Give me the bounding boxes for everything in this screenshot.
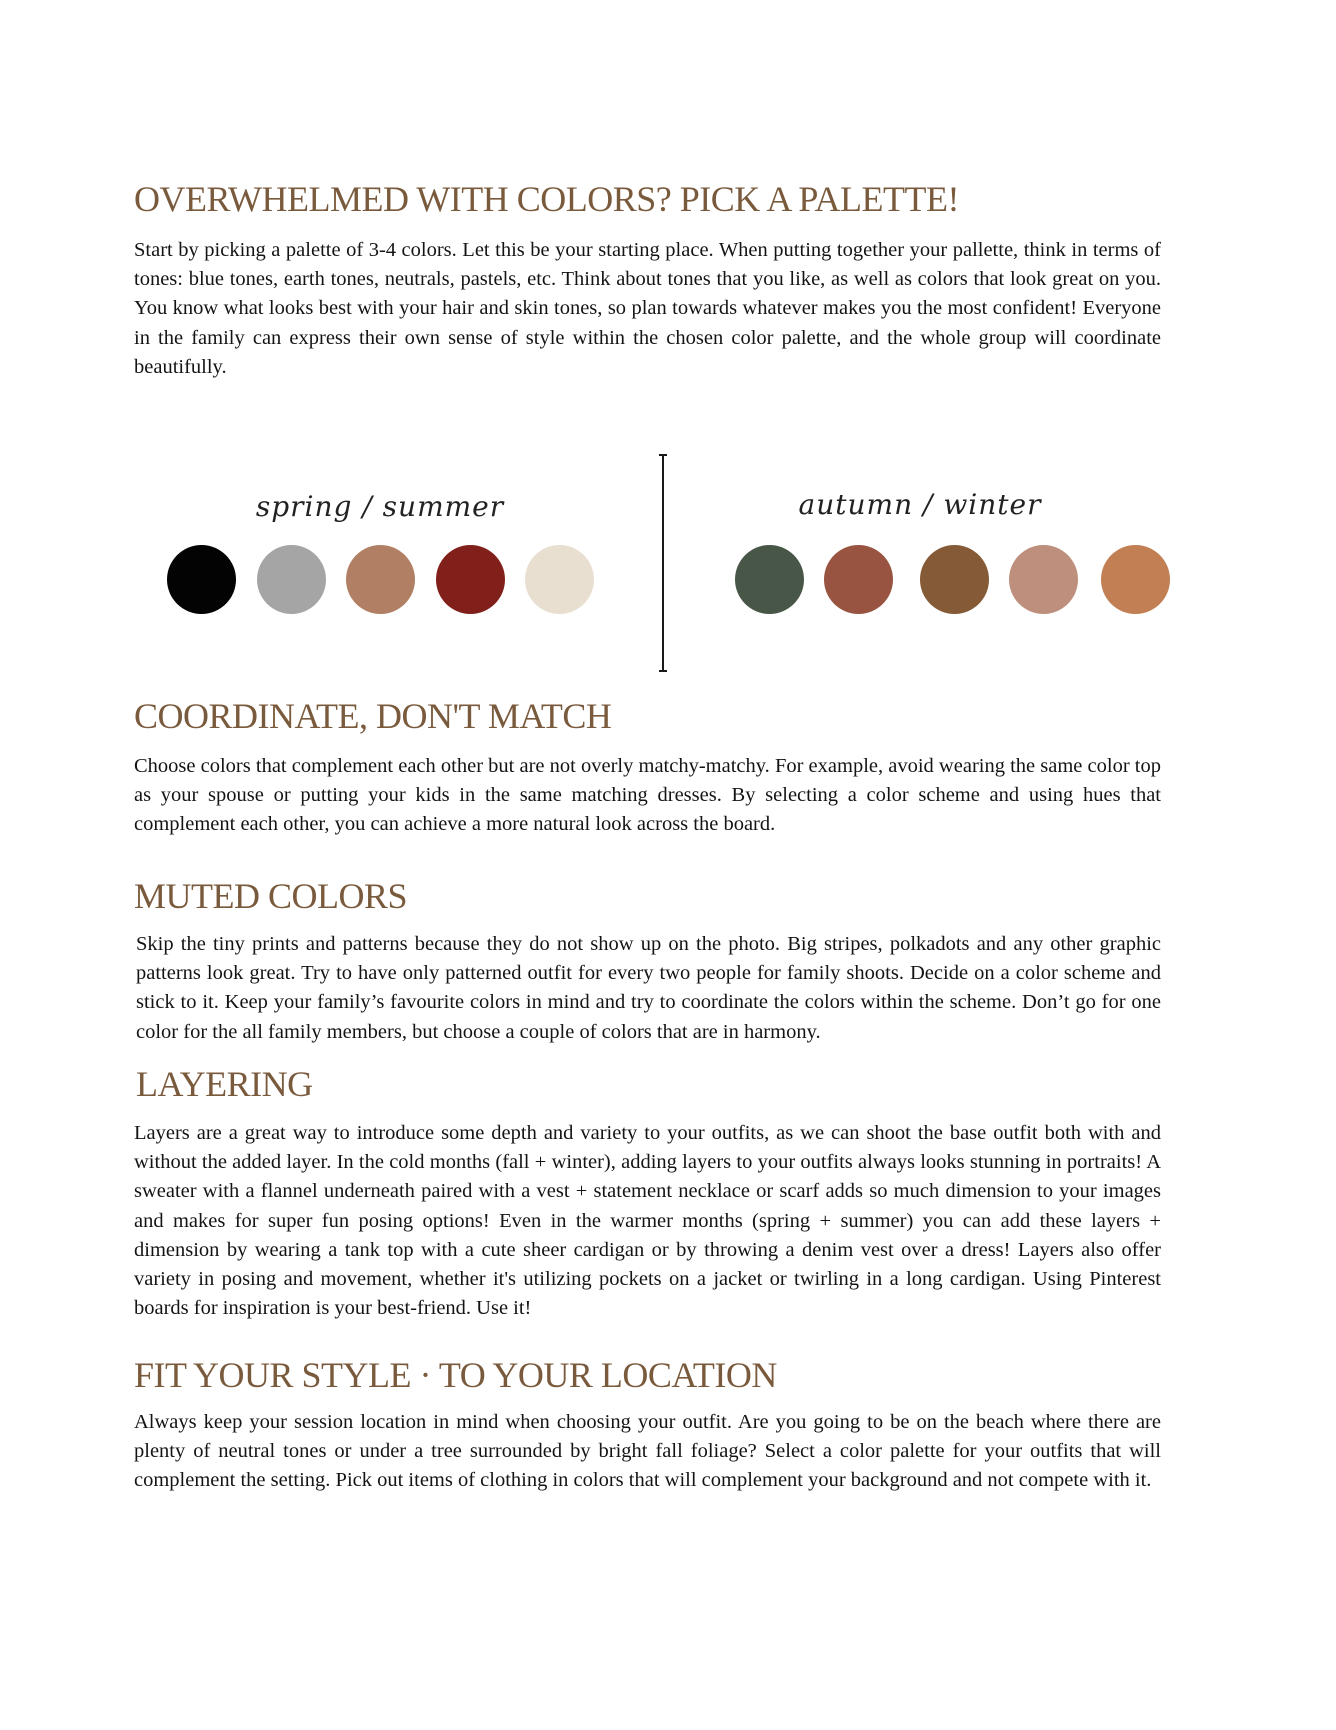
color-swatch [257, 545, 326, 614]
color-swatch [167, 545, 236, 614]
section-body-location: Always keep your session location in mind when choosing your outfit. Are you going to be on the beach where there are plenty of neutral tones or under a tree surrounded by bright fall foliage? Select a color palette for your outfits that will complement the setting. Pick out items of clothing in colors that will complement your background and not compete with it. [134, 1411, 1161, 1492]
section-body-layering: Layers are a great way to introduce some depth and variety to your outfits, as we can shoot the base outfit both with and without the added layer. In the cold months (fall + winter), adding layers to your outfits always looks stunning in portraits! A sweater with a flannel underneath paired with a vest + statement necklace or scarf adds so much dimension to your images and makes for super fun posing options! Even in the warmer months (spring + summer) you can add these layers + dimension by wearing a tank top with a cute sheer cardigan or by throwing a denim vest over a dress! Layers also offer variety in posing and movement, whether it's utilizing pockets on a jacket or twirling in a long cardigan. Using Pinterest boards for inspiration is your best-friend. Use it! [134, 1122, 1161, 1320]
palette-divider [662, 454, 664, 672]
color-swatch [735, 545, 804, 614]
section-body-muted-colors: Skip the tiny prints and patterns because they do not show up on the photo. Big stripes, polkadots and any other graphic patterns look great. Try to have only patterned outfit for every two people for family shoots. Decide on a color scheme and stick to it. Keep your family’s favourite colors in mind and try to coordinate the colors within the scheme. Don’t go for one color for the all family members, but choose a couple of colors that are in harmony. [136, 933, 1161, 1043]
color-swatch [920, 545, 989, 614]
color-swatch [436, 545, 505, 614]
color-swatch [346, 545, 415, 614]
color-swatch [824, 545, 893, 614]
section-body-coordinate: Choose colors that complement each other but are not overly matchy-matchy. For example, avoid wearing the same color top as your spouse or putting your kids in the same matching dresses. By selecting a color scheme and using hues that complement each other, you can achieve a more natural look across the board. [134, 755, 1161, 836]
section-heading-layering: LAYERING [136, 1064, 313, 1104]
section-body-palette: Start by picking a palette of 3-4 colors. Let this be your starting place. When putting together your pallette, think in terms of tones: blue tones, earth tones, neutrals, pastels, etc. Think about tones that you like, as well as colors that look great on you. You know what looks best with your hair and skin tones, so plan towards whatever makes you the most confident! Everyone in the family can express their own sense of style within the chosen color palette, and the whole group will coordinate beautifully. [134, 239, 1161, 378]
section-heading-coordinate: COORDINATE, DON'T MATCH [134, 696, 612, 736]
palette-label-spring-summer: spring / summer [255, 490, 505, 523]
section-heading-palette: OVERWHELMED WITH COLORS? PICK A PALETTE! [134, 179, 959, 219]
section-heading-muted-colors: MUTED COLORS [134, 876, 408, 916]
palette-label-autumn-winter: autumn / winter [798, 488, 1042, 521]
color-swatch [525, 545, 594, 614]
color-swatch [1009, 545, 1078, 614]
color-swatch [1101, 545, 1170, 614]
section-heading-location: FIT YOUR STYLE · TO YOUR LOCATION [134, 1355, 777, 1395]
